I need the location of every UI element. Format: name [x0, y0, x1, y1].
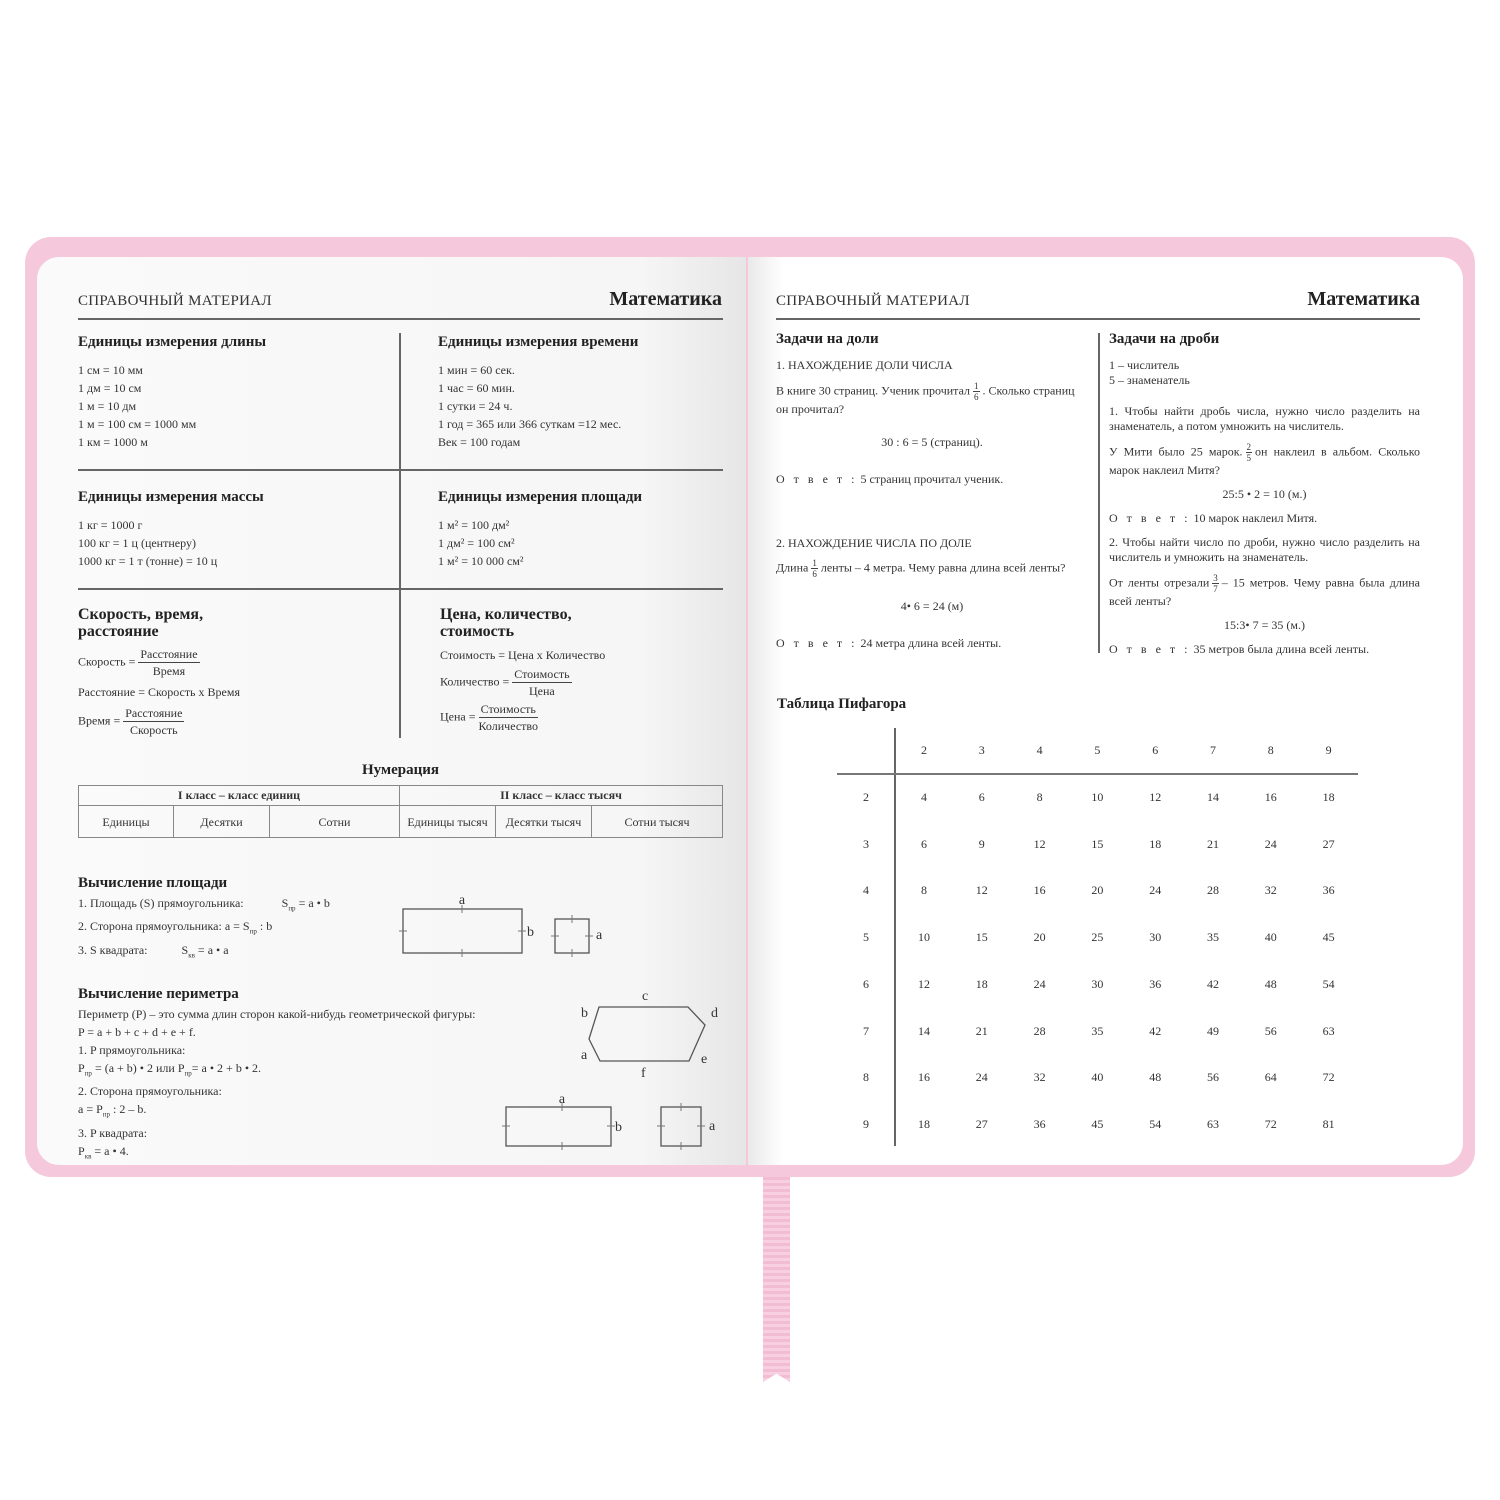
text: 1. Площадь (S) прямоугольника:: [78, 896, 244, 910]
product-cell: 12: [1033, 836, 1046, 851]
row-divider: [78, 588, 723, 590]
product-cell: 32: [1264, 883, 1277, 898]
product-cell: 8: [1036, 790, 1043, 804]
product-cell: 21: [975, 1023, 988, 1038]
product-cell: 6: [978, 790, 985, 804]
product-cell: 15: [1091, 836, 1104, 851]
text: P: [78, 1061, 85, 1075]
text: он наклеил в альбом. Сколько марок наклеил Митя?: [1109, 444, 1420, 477]
subscript: пр: [84, 1069, 92, 1078]
text: 2. Сторона прямоугольника: a = S: [78, 919, 250, 934]
product-cell: 27: [975, 1116, 988, 1131]
class-header: I класс – класс единиц: [79, 786, 400, 806]
product-cell: 72: [1264, 1116, 1277, 1131]
denominator: Количество: [478, 719, 538, 733]
section-title: Задачи на дроби: [1109, 331, 1220, 347]
digit-cell: Сотни: [270, 806, 400, 838]
product-cell: 36: [1322, 883, 1335, 898]
header-label: СПРАВОЧНЫЙ МАТЕРИАЛ: [776, 293, 970, 309]
numerator: 3: [1213, 573, 1218, 583]
unit-line: 100 кг = 1 ц (центнеру): [78, 536, 196, 550]
answer-label: О т в е т :: [776, 472, 858, 486]
numerator: Расстояние: [140, 647, 198, 661]
unit-line: 1 сутки = 24 ч.: [438, 399, 513, 413]
side-label: b: [527, 925, 534, 940]
product-cell: 72: [1322, 1070, 1335, 1085]
subscript: кв: [188, 951, 195, 960]
digit-cell: Сотни тысяч: [592, 806, 723, 838]
product-cell: 12: [1149, 790, 1162, 804]
formula: Стоимость = Цена х Количество: [440, 648, 606, 662]
row-header: 6: [863, 976, 869, 991]
unit-line: 1 час = 60 мин.: [438, 381, 515, 395]
row-header: 4: [863, 883, 869, 898]
text: ленты – 4 метра. Чему равна длина всей ленты?: [820, 560, 1066, 575]
text: 1. P прямоугольника:: [78, 1043, 186, 1057]
product-cell: 48: [1264, 976, 1277, 991]
formula: Расстояние = Скорость х Время: [78, 685, 240, 699]
formula-lhs: Количество =: [440, 674, 510, 689]
unit-line: Век = 100 годам: [438, 435, 521, 449]
column-header: 7: [1210, 743, 1216, 757]
denominator: 7: [1213, 584, 1218, 594]
product-cell: 42: [1207, 976, 1219, 991]
product-cell: 25: [1091, 930, 1104, 945]
text: P: [78, 1143, 85, 1158]
text: = (a + b) • 2 или P: [91, 1061, 185, 1075]
fraction: [479, 701, 538, 734]
page-title: Математика: [609, 288, 722, 310]
product-cell: 56: [1264, 1023, 1277, 1038]
rule-text: 1. Чтобы найти дробь числа, нужно число разделить на знаменатель, а потом умножить на числитель.: [1109, 404, 1420, 433]
product-cell: 14: [1207, 790, 1219, 804]
product-cell: 45: [1091, 1116, 1104, 1131]
product-cell: 81: [1322, 1116, 1335, 1131]
text: P = a + b + c + d + e + f.: [78, 1025, 196, 1039]
numerator: Стоимость: [514, 667, 570, 681]
header-rule: [776, 318, 1420, 320]
section-title: Вычисление периметра: [78, 986, 239, 1002]
text: – 15 метров. Чему равна была длина всей ленты?: [1109, 575, 1420, 608]
product-cell: 63: [1322, 1023, 1335, 1038]
product-cell: 18: [975, 976, 988, 991]
calculation: 4• 6 = 24 (м): [900, 599, 964, 613]
product-cell: 24: [975, 1070, 988, 1085]
hexagon-diagram: [575, 985, 725, 1080]
product-cell: 16: [918, 1070, 930, 1085]
side-label: a: [558, 1092, 566, 1107]
digit-cell: Единицы: [79, 806, 174, 838]
product-cell: 49: [1207, 1023, 1219, 1038]
side-label: a: [709, 1119, 716, 1134]
mass-units-section: [78, 489, 264, 570]
unit-line: 1 год = 365 или 366 суткам =12 мес.: [438, 417, 622, 431]
fraction: [1212, 573, 1219, 594]
side-label: c: [642, 989, 649, 1004]
pythagoras-vertical-rule: [894, 728, 896, 1146]
side-label: a: [581, 1048, 588, 1063]
column-header: 6: [1152, 743, 1159, 757]
price-section: [440, 606, 605, 734]
unit-line: 1 кг = 1000 г: [78, 518, 143, 532]
product-cell: 9: [978, 836, 985, 851]
product-cell: 20: [1033, 930, 1046, 945]
product-cell: 32: [1033, 1070, 1046, 1085]
text: S: [281, 896, 289, 910]
shares-section: [776, 331, 1088, 651]
answer-label: О т в е т :: [1109, 511, 1191, 525]
column-divider: [1098, 333, 1100, 653]
answer: 10 марок наклеил Митя.: [1193, 511, 1318, 525]
product-cell: 36: [1033, 1116, 1046, 1131]
text: : 2 – b.: [110, 1102, 147, 1117]
subsection-title: 2. НАХОЖДЕНИЕ ЧИСЛА ПО ДОЛЕ: [776, 536, 972, 550]
row-divider: [78, 469, 723, 471]
section-title: Единицы измерения времени: [438, 334, 639, 350]
column-header: 5: [1094, 743, 1101, 757]
unit-line: 1000 кг = 1 т (тонне) = 10 ц: [78, 554, 218, 568]
numerator: 1: [974, 381, 979, 391]
row-header: 9: [863, 1116, 869, 1131]
product-cell: 18: [1322, 790, 1335, 804]
product-cell: 12: [975, 883, 988, 898]
row-header: 8: [863, 1070, 869, 1085]
section-title: Задачи на доли: [776, 331, 879, 347]
fraction: [512, 666, 571, 699]
product-cell: 24: [1033, 976, 1046, 991]
product-cell: 18: [1149, 836, 1162, 851]
unit-line: 1 м = 100 см = 1000 мм: [78, 417, 197, 431]
text: Периметр (P) – это сумма длин сторон какой-нибудь геометрической фигуры:: [78, 1007, 476, 1021]
speed-section: [78, 606, 240, 738]
area-units-section: [438, 489, 642, 570]
numerator: 2: [1246, 442, 1252, 452]
answer-label: О т в е т :: [1109, 642, 1191, 656]
column-header: 8: [1267, 743, 1274, 757]
formula-lhs: Время =: [78, 713, 121, 728]
perimeter-section: [78, 986, 476, 1165]
answer: 35 метров была длина всей ленты.: [1193, 642, 1370, 656]
section-title: стоимость: [440, 623, 515, 640]
numerator: Расстояние: [125, 706, 183, 720]
product-cell: 27: [1322, 836, 1335, 851]
section-title: Цена, количество,: [440, 606, 572, 623]
product-cell: 54: [1322, 976, 1335, 991]
product-cell: 24: [1149, 883, 1162, 898]
product-cell: 35: [1091, 1023, 1104, 1038]
text: он прочитал?: [776, 402, 845, 416]
fraction: [1246, 442, 1253, 463]
unit-line: 1 см = 10 мм: [78, 363, 143, 377]
text: 3. S квадрата:: [78, 942, 148, 957]
product-cell: 30: [1149, 930, 1162, 945]
unit-line: 1 дм² = 100 см²: [438, 536, 515, 550]
product-cell: 28: [1033, 1023, 1046, 1038]
product-cell: 28: [1207, 883, 1219, 898]
length-units-section: [78, 334, 266, 451]
class-header: II класс – класс тысяч: [400, 786, 723, 806]
side-label: f: [641, 1066, 646, 1080]
product-cell: 10: [918, 930, 930, 945]
unit-line: 1 м = 10 дм: [78, 399, 137, 413]
side-label: d: [711, 1006, 718, 1021]
fraction: [973, 381, 980, 402]
rule-text: 2. Чтобы найти число по дроби, нужно число разделить на числитель и умножить на знаменатель.: [1109, 535, 1420, 564]
row-header: 3: [863, 836, 869, 851]
text: От ленты отрезали: [1109, 575, 1210, 590]
product-cell: 35: [1207, 930, 1219, 945]
text: S: [181, 942, 189, 957]
area-calc-section: [78, 875, 330, 964]
perimeter-rectangles-diagram: [500, 1088, 725, 1153]
section-title: Единицы измерения массы: [78, 489, 264, 505]
calculation: 25:5 • 2 = 10 (м.): [1222, 487, 1307, 501]
side-label: a: [596, 928, 603, 943]
text: a = P: [78, 1102, 103, 1117]
product-cell: 30: [1091, 976, 1104, 991]
unit-line: 1 км = 1000 м: [78, 435, 148, 449]
product-cell: 16: [1264, 790, 1277, 804]
fraction: [123, 705, 184, 738]
subscript: пр: [249, 927, 257, 936]
denominator: 6: [812, 569, 817, 579]
fraction: [138, 646, 199, 679]
subsection-title: 1. НАХОЖДЕНИЕ ДОЛИ ЧИСЛА: [776, 358, 953, 372]
numeration-title: Нумерация: [361, 762, 440, 778]
time-units-section: [438, 334, 638, 451]
denominator-definition: 5 – знаменатель: [1109, 373, 1190, 387]
section-title: Скорость, время,: [78, 606, 204, 623]
product-cell: 20: [1091, 883, 1104, 898]
subscript: пр: [102, 1110, 111, 1119]
product-cell: 45: [1322, 930, 1335, 945]
rectangle-diagram: [395, 890, 615, 965]
subscript: пр: [288, 904, 296, 913]
section-title: Вычисление площади: [78, 875, 228, 891]
text: = a • 4.: [91, 1143, 129, 1158]
product-cell: 10: [1091, 790, 1104, 804]
side-label: e: [701, 1052, 708, 1067]
product-cell: 15: [975, 930, 988, 945]
text: 3. P квадрата:: [78, 1125, 148, 1140]
product-cell: 12: [918, 976, 930, 991]
unit-line: 1 дм = 10 см: [78, 381, 142, 395]
text: = a • b: [295, 896, 330, 910]
product-cell: 54: [1149, 1116, 1162, 1131]
product-cell: 16: [1033, 883, 1046, 898]
row-header: 5: [863, 930, 869, 945]
numeration-table: [78, 785, 723, 838]
unit-line: 1 м² = 100 дм²: [438, 518, 510, 532]
column-header: 2: [921, 743, 927, 757]
column-divider: [399, 333, 401, 738]
section-title: Единицы измерения площади: [438, 489, 643, 505]
denominator: Цена: [529, 684, 555, 698]
side-label: b: [615, 1120, 622, 1135]
row-header: 2: [863, 790, 869, 804]
answer: 5 страниц прочитал ученик.: [860, 472, 1004, 486]
product-cell: 42: [1149, 1023, 1162, 1038]
side-label: b: [581, 1006, 588, 1021]
product-cell: 6: [921, 836, 927, 851]
text: 2. Сторона прямоугольника:: [78, 1084, 222, 1099]
header-label: СПРАВОЧНЫЙ МАТЕРИАЛ: [78, 293, 272, 309]
column-header: 3: [978, 743, 985, 757]
numerator-definition: 1 – числитель: [1109, 358, 1180, 372]
pythagoras-title: Таблица Пифагора: [777, 696, 907, 712]
text: = a • 2 + b • 2.: [191, 1061, 262, 1075]
text: = a • a: [194, 942, 229, 957]
product-cell: 64: [1264, 1070, 1277, 1085]
product-cell: 63: [1207, 1116, 1219, 1131]
answer: 24 метра длина всей ленты.: [860, 636, 1002, 650]
subscript: кв: [84, 1152, 92, 1161]
unit-line: 1 м² = 10 000 см²: [438, 554, 524, 568]
side-label: a: [458, 893, 466, 908]
row-header: 7: [863, 1023, 869, 1038]
denominator: Скорость: [130, 723, 178, 737]
text: . Сколько страниц: [982, 383, 1075, 398]
digit-cell: Единицы тысяч: [400, 806, 496, 838]
product-cell: 18: [918, 1116, 930, 1131]
product-cell: 14: [918, 1023, 930, 1038]
product-cell: 8: [921, 883, 927, 898]
formula-lhs: Скорость =: [78, 654, 136, 669]
section-title: Единицы измерения длины: [78, 334, 267, 350]
unit-line: 1 мин = 60 сек.: [438, 363, 515, 377]
product-cell: 21: [1207, 836, 1219, 851]
product-cell: 36: [1149, 976, 1162, 991]
text: У Мити было 25 марок.: [1109, 444, 1243, 459]
bookmark-ribbon: [763, 1177, 790, 1382]
product-cell: 40: [1264, 930, 1277, 945]
product-cell: 24: [1264, 836, 1277, 851]
numerator: Стоимость: [480, 702, 536, 716]
digit-cell: Десятки тысяч: [496, 806, 592, 838]
product-cell: 56: [1207, 1070, 1219, 1085]
product-cell: 4: [921, 790, 927, 804]
numerator: 1: [812, 558, 817, 568]
column-header: 4: [1036, 743, 1043, 757]
fractions-section: [1109, 331, 1420, 657]
product-cell: 48: [1149, 1070, 1162, 1085]
denominator: 5: [1246, 453, 1252, 463]
text: : b: [256, 919, 273, 934]
text: Длина: [776, 560, 809, 575]
column-header: 9: [1325, 743, 1332, 757]
page-title: Математика: [1307, 288, 1420, 310]
calculation: 15:3• 7 = 35 (м.): [1224, 618, 1305, 632]
subscript: пр: [184, 1069, 192, 1078]
pythagoras-horizontal-rule: [837, 773, 1358, 775]
denominator: Время: [152, 664, 186, 678]
header-rule: [78, 318, 723, 320]
denominator: 6: [974, 392, 979, 402]
formula-lhs: Цена =: [440, 709, 476, 724]
fraction: [811, 558, 818, 579]
text: В книге 30 страниц. Ученик прочитал: [776, 383, 970, 398]
digit-cell: Десятки: [174, 806, 270, 838]
answer-label: О т в е т :: [776, 636, 858, 650]
section-title: расстояние: [78, 623, 159, 640]
product-cell: 40: [1091, 1070, 1104, 1085]
calculation: 30 : 6 = 5 (страниц).: [881, 435, 983, 449]
